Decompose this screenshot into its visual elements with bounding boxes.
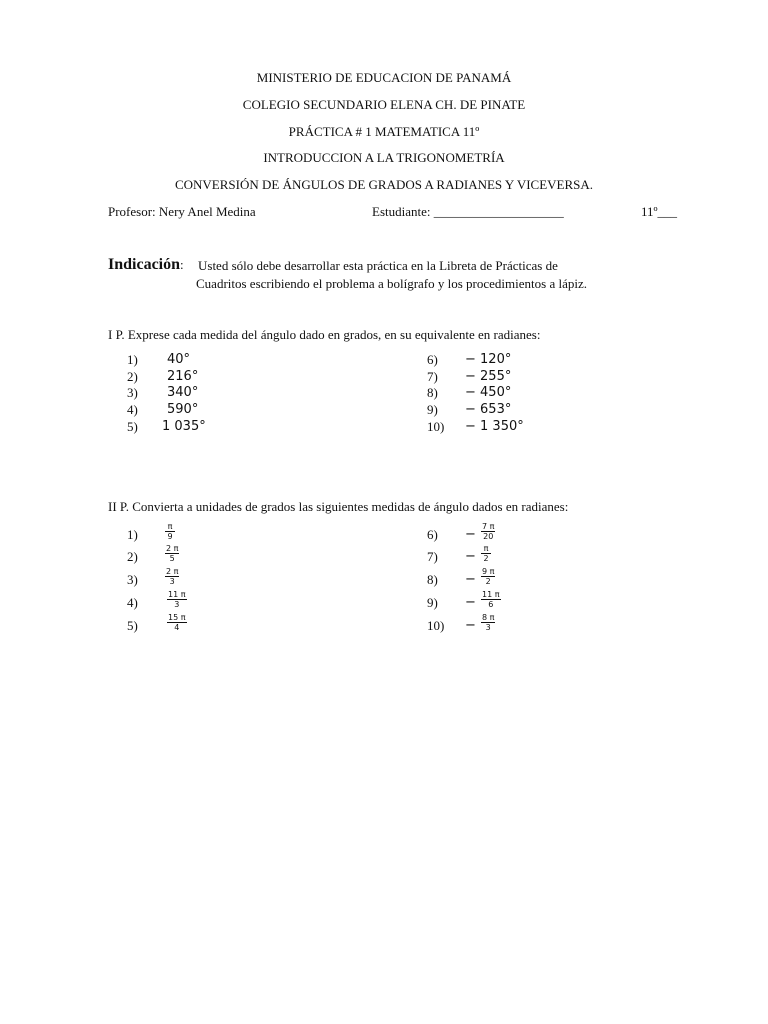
exercise-number: 2) (127, 369, 138, 384)
fraction-denominator: 3 (485, 623, 491, 632)
exercise-number: 1) (127, 527, 138, 542)
minus-sign: − (465, 572, 476, 587)
fraction (481, 613, 495, 632)
header-topic: INTRODUCCION A LA TRIGONOMETRÍA (263, 150, 505, 165)
fraction-numerator: 2 π (166, 544, 179, 553)
fraction-numerator: 15 π (168, 613, 186, 622)
degree-value: − 450° (465, 385, 512, 400)
exercise-number: 4) (127, 402, 138, 417)
exercise-number: 5) (127, 419, 138, 434)
indication-text-2: Cuadritos escribiendo el problema a bolígrafo y los procedimientos a lápiz. (196, 276, 587, 291)
student-field: Estudiante: ____________________ (372, 204, 564, 219)
header-practice: PRÁCTICA # 1 MATEMATICA 11º (288, 124, 480, 139)
fraction (167, 613, 187, 632)
fraction-denominator: 2 (485, 577, 491, 586)
teacher-name: Profesor: Nery Anel Medina (108, 204, 256, 219)
fraction-denominator: 5 (169, 554, 175, 563)
degree-value: 216° (167, 369, 199, 384)
exercise-number: 5) (127, 618, 138, 633)
exercise-number: 10) (427, 419, 445, 434)
part1-title: I P. Exprese cada medida del ángulo dado en grados, en su equivalente en radianes: (108, 327, 541, 342)
fraction (167, 590, 187, 609)
header-subtopic: CONVERSIÓN DE ÁNGULOS DE GRADOS A RADIANES Y VICEVERSA. (174, 177, 594, 192)
degree-value: 40° (167, 352, 191, 367)
exercise-number: 10) (427, 618, 445, 633)
fraction-numerator: 11 π (482, 590, 500, 599)
fraction-denominator: 3 (174, 600, 180, 609)
exercise-number: 8) (427, 385, 438, 400)
fraction (165, 567, 179, 586)
exercise-number: 7) (427, 369, 438, 384)
degree-value: − 653° (465, 402, 512, 417)
fraction-numerator: π (483, 544, 489, 553)
minus-sign: − (465, 527, 476, 542)
fraction-denominator: 9 (167, 532, 173, 541)
fraction (481, 522, 495, 541)
fraction (481, 590, 501, 609)
exercise-number: 9) (427, 402, 438, 417)
indication-label: Indicación (108, 256, 181, 273)
fraction-numerator: 11 π (168, 590, 186, 599)
degree-value: − 1 350° (465, 419, 524, 434)
fraction-denominator: 2 (483, 554, 489, 563)
fraction-numerator: π (167, 522, 173, 531)
indication-text-1: Usted sólo debe desarrollar esta práctica en la Libreta de Prácticas de (198, 258, 558, 273)
exercise-number: 3) (127, 385, 138, 400)
fraction-denominator: 6 (488, 600, 494, 609)
fraction-numerator: 2 π (166, 567, 179, 576)
exercise-number: 3) (127, 572, 138, 587)
exercise-number: 6) (427, 527, 438, 542)
fraction-denominator: 4 (174, 623, 180, 632)
exercise-number: 6) (427, 352, 438, 367)
minus-sign: − (465, 549, 476, 564)
fraction (481, 567, 495, 586)
fraction-numerator: 7 π (482, 522, 495, 531)
exercise-number: 1) (127, 352, 138, 367)
exercise-number: 9) (427, 595, 438, 610)
exercise-number: 7) (427, 549, 438, 564)
minus-sign: − (465, 595, 476, 610)
degree-value: 340° (167, 385, 199, 400)
fraction-numerator: 9 π (482, 567, 495, 576)
fraction (165, 544, 179, 563)
exercise-number: 8) (427, 572, 438, 587)
fraction (481, 544, 491, 563)
fraction-denominator: 3 (169, 577, 175, 586)
grade-field: 11º___ (641, 204, 678, 219)
degree-value: 590° (167, 402, 199, 417)
degree-value: − 120° (465, 352, 512, 367)
header-school: COLEGIO SECUNDARIO ELENA CH. DE PINATE (242, 97, 526, 112)
indication-colon: : (180, 257, 184, 272)
indication-heading (108, 256, 184, 274)
exercise-number: 4) (127, 595, 138, 610)
header-ministry: MINISTERIO DE EDUCACION DE PANAMÁ (256, 70, 512, 85)
exercise-number: 2) (127, 549, 138, 564)
part2-title: II P. Convierta a unidades de grados las siguientes medidas de ángulo dados en radianes: (108, 499, 569, 514)
minus-sign: − (465, 618, 476, 633)
fraction-numerator: 8 π (482, 613, 495, 622)
degree-value: 1 035° (162, 419, 206, 434)
degree-value: − 255° (465, 369, 512, 384)
fraction-denominator: 20 (483, 532, 494, 541)
fraction (165, 522, 175, 541)
